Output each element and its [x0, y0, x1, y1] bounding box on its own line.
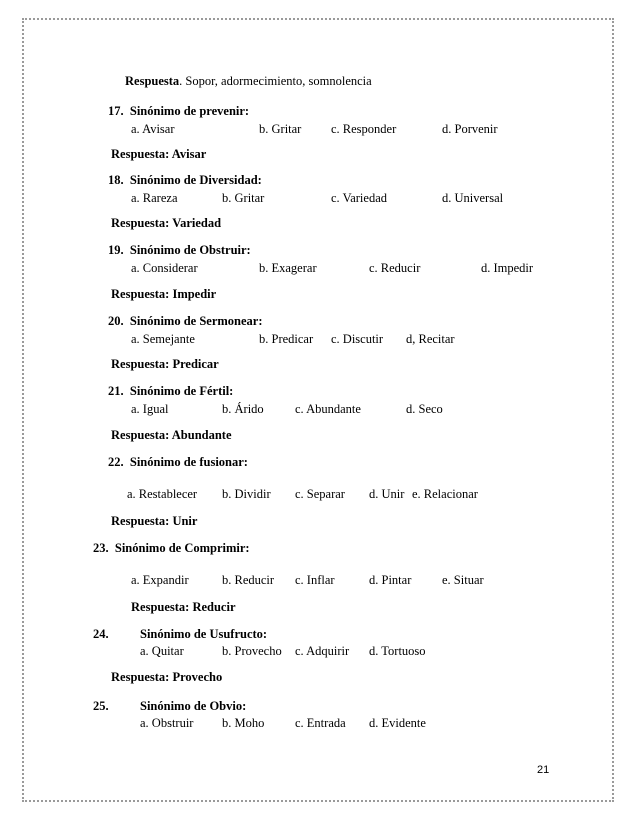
intro-answer [125, 74, 372, 88]
question-text: Sinónimo de prevenir: [129, 104, 250, 118]
option-d: d. Seco [406, 402, 443, 416]
option-b: b. Dividir [222, 487, 271, 501]
option-c: c. Variedad [331, 191, 387, 205]
option-d: d. Unir [369, 487, 405, 501]
option-c: c. Entrada [295, 716, 346, 730]
option-b: b. Árido [222, 402, 264, 416]
option-c: c. Discutir [331, 332, 384, 346]
option-a: a. Obstruir [140, 716, 194, 730]
option-a: a. Avisar [131, 122, 175, 136]
page-number: 21 [537, 764, 550, 776]
option-b: b. Gritar [259, 122, 302, 136]
question-number: 21. [108, 384, 124, 398]
answer-24: Respuesta: Provecho [111, 670, 223, 684]
option-b: b. Moho [222, 716, 265, 730]
option-a: a. Quitar [140, 644, 184, 658]
question-number: 22. [108, 455, 124, 469]
option-c: c. Reducir [369, 261, 421, 275]
option-a: a. Restablecer [127, 487, 198, 501]
option-d: d. Evidente [369, 716, 426, 730]
question-20 [108, 314, 263, 328]
question-25-number: 25. [93, 699, 109, 713]
option-d: d. Porvenir [442, 122, 498, 136]
question-text: Sinónimo de fusionar: [129, 455, 248, 469]
question-19 [108, 243, 251, 257]
question-24-number: 24. [93, 627, 109, 641]
option-a: a. Considerar [131, 261, 198, 275]
question-text: Sinónimo de Sermonear: [129, 314, 263, 328]
option-d: d. Pintar [369, 573, 412, 587]
option-b: b. Exagerar [259, 261, 317, 275]
answer-17: Respuesta: Avisar [111, 147, 207, 161]
option-b: b. Reducir [222, 573, 275, 587]
option-d: d, Recitar [406, 332, 455, 346]
option-c: c. Adquirir [295, 644, 350, 658]
question-text: Sinónimo de Diversidad: [129, 173, 262, 187]
question-number: 17. [108, 104, 124, 118]
option-a: a. Igual [131, 402, 169, 416]
answer-18: Respuesta: Variedad [111, 216, 222, 230]
question-number: 23. [93, 541, 109, 555]
option-d: d. Universal [442, 191, 504, 205]
answer-19: Respuesta: Impedir [111, 287, 217, 301]
question-22 [108, 455, 248, 469]
question-number: 19. [108, 243, 124, 257]
option-d: d. Impedir [481, 261, 534, 275]
option-e: e. Relacionar [412, 487, 478, 501]
option-c: c. Inflar [295, 573, 335, 587]
answer-21: Respuesta: Abundante [111, 428, 232, 442]
question-21 [108, 384, 233, 398]
option-b: b. Predicar [259, 332, 314, 346]
question-text: Sinónimo de Comprimir: [114, 541, 250, 555]
question-number: 20. [108, 314, 124, 328]
answer-23: Respuesta: Reducir [131, 600, 236, 614]
option-c: c. Abundante [295, 402, 361, 416]
question-18 [108, 173, 262, 187]
question-number: 18. [108, 173, 124, 187]
option-d: d. Tortuoso [369, 644, 426, 658]
option-c: c. Separar [295, 487, 345, 501]
question-23 [93, 541, 250, 555]
option-a: a. Expandir [131, 573, 189, 587]
question-24: Sinónimo de Usufructo: [140, 627, 268, 641]
option-a: a. Rareza [131, 191, 178, 205]
answer-20: Respuesta: Predicar [111, 357, 219, 371]
question-17 [108, 104, 249, 118]
question-text: Sinónimo de Fértil: [129, 384, 234, 398]
option-b: b. Provecho [222, 644, 282, 658]
question-25: Sinónimo de Obvio: [140, 699, 247, 713]
answer-22: Respuesta: Unir [111, 514, 198, 528]
option-c: c. Responder [331, 122, 397, 136]
option-a: a. Semejante [131, 332, 195, 346]
option-b: b. Gritar [222, 191, 265, 205]
option-e: e. Situar [442, 573, 484, 587]
intro-answer-text: . Sopor, adormecimiento, somnolencia [179, 74, 372, 88]
intro-answer-label: Respuesta [125, 74, 180, 88]
question-text: Sinónimo de Obstruir: [129, 243, 251, 257]
